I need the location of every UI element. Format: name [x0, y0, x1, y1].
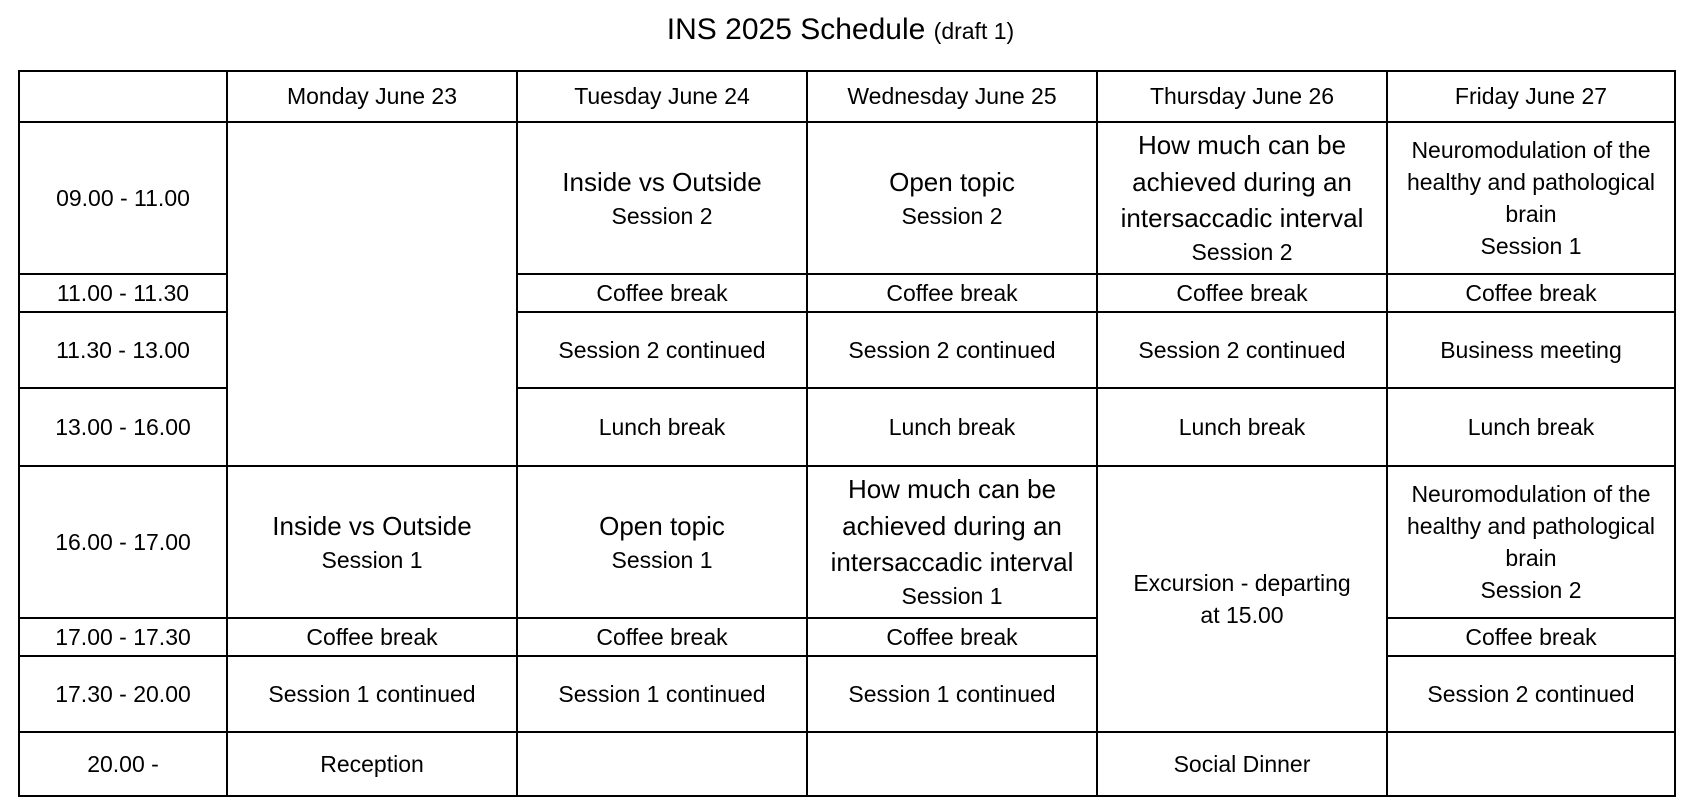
thursday-social-dinner: Social Dinner	[1097, 732, 1387, 796]
friday-evening-empty	[1387, 732, 1675, 796]
friday-1600-topic-1: Neuromodulation of the	[1411, 480, 1651, 507]
friday-1600-topic-2: healthy and pathological	[1406, 512, 1656, 539]
tuesday-session-1600	[517, 466, 807, 618]
friday-1600-session: Session 2	[1480, 577, 1582, 604]
monday-1600-topic: Inside vs Outside	[272, 510, 472, 541]
monday-session-1600	[227, 466, 517, 618]
tuesday-1600-topic: Open topic	[599, 510, 725, 541]
wednesday-coffee-1700: Coffee break	[807, 618, 1097, 656]
wednesday-0900-topic: Open topic	[889, 166, 1015, 197]
friday-0900-topic-1: Neuromodulation of the	[1411, 136, 1651, 163]
wednesday-1600-topic-1: How much can be	[847, 474, 1057, 505]
monday-morning-empty	[227, 122, 517, 466]
thursday-lunch: Lunch break	[1097, 388, 1387, 466]
wednesday-1600-topic-3: intersaccadic interval	[830, 547, 1074, 578]
time-1730-2000: 17.30 - 20.00	[19, 656, 227, 732]
title-sub: (draft 1)	[933, 18, 1015, 44]
tuesday-session1-continued: Session 1 continued	[517, 656, 807, 732]
wednesday-session-1600	[807, 466, 1097, 618]
tuesday-0900-topic: Inside vs Outside	[562, 166, 762, 197]
time-1700-1730: 17.00 - 17.30	[19, 618, 227, 656]
thursday-0900-topic-3: intersaccadic interval	[1120, 203, 1364, 234]
tuesday-evening-empty	[517, 732, 807, 796]
day-header-friday: Friday June 27	[1387, 71, 1675, 122]
monday-1600-session: Session 1	[321, 547, 423, 574]
day-header-wednesday: Wednesday June 25	[807, 71, 1097, 122]
friday-coffee-1100: Coffee break	[1387, 274, 1675, 312]
day-header-thursday: Thursday June 26	[1097, 71, 1387, 122]
tuesday-0900-session: Session 2	[611, 203, 713, 230]
wednesday-1600-session: Session 1	[901, 583, 1003, 610]
row-2000	[19, 732, 1675, 796]
wednesday-1600-topic-2: achieved during an	[842, 510, 1062, 541]
time-2000: 20.00 -	[19, 732, 227, 796]
friday-0900-topic-2: healthy and pathological	[1406, 168, 1656, 195]
wednesday-coffee-1100: Coffee break	[807, 274, 1097, 312]
row-1730	[19, 656, 1675, 732]
thursday-coffee-1100: Coffee break	[1097, 274, 1387, 312]
title-main: INS 2025 Schedule	[666, 13, 926, 46]
day-header-tuesday: Tuesday June 24	[517, 71, 807, 122]
tuesday-session2-continued: Session 2 continued	[517, 312, 807, 388]
wednesday-session2-continued: Session 2 continued	[807, 312, 1097, 388]
friday-0900-session: Session 1	[1480, 233, 1582, 260]
time-1100-1130: 11.00 - 11.30	[19, 274, 227, 312]
friday-1600-topic-3: brain	[1505, 545, 1557, 571]
thursday-0900-topic-2: achieved during an	[1132, 166, 1352, 197]
row-1600	[19, 466, 1675, 618]
schedule-table	[18, 70, 1676, 797]
row-1700	[19, 618, 1675, 656]
time-0900-1100: 09.00 - 11.00	[19, 122, 227, 274]
corner-cell	[19, 71, 227, 122]
tuesday-coffee-1100: Coffee break	[517, 274, 807, 312]
wednesday-evening-empty	[807, 732, 1097, 796]
tuesday-1600-session: Session 1	[611, 547, 713, 574]
tuesday-coffee-1700: Coffee break	[517, 618, 807, 656]
friday-lunch: Lunch break	[1387, 388, 1675, 466]
monday-coffee-1700: Coffee break	[227, 618, 517, 656]
time-1300-1600: 13.00 - 16.00	[19, 388, 227, 466]
thursday-session2-continued: Session 2 continued	[1097, 312, 1387, 388]
header-row	[19, 71, 1675, 122]
wednesday-session1-continued: Session 1 continued	[807, 656, 1097, 732]
page-title	[0, 10, 1681, 51]
thursday-excursion-line-1: Excursion - departing	[1133, 569, 1351, 596]
wednesday-session-0900	[807, 122, 1097, 274]
row-0900	[19, 122, 1675, 274]
friday-0900-topic-3: brain	[1505, 201, 1557, 227]
day-header-monday: Monday June 23	[227, 71, 517, 122]
time-1130-1300: 11.30 - 13.00	[19, 312, 227, 388]
tuesday-lunch: Lunch break	[517, 388, 807, 466]
thursday-excursion	[1097, 466, 1387, 732]
time-1600-1700: 16.00 - 17.00	[19, 466, 227, 618]
monday-session1-continued: Session 1 continued	[227, 656, 517, 732]
friday-session2-continued: Session 2 continued	[1387, 656, 1675, 732]
friday-session-1600	[1387, 466, 1675, 618]
tuesday-session-0900	[517, 122, 807, 274]
friday-business-meeting: Business meeting	[1387, 312, 1675, 388]
thursday-0900-session: Session 2	[1191, 239, 1293, 266]
wednesday-lunch: Lunch break	[807, 388, 1097, 466]
thursday-session-0900	[1097, 122, 1387, 274]
wednesday-0900-session: Session 2	[901, 203, 1003, 230]
monday-reception: Reception	[227, 732, 517, 796]
thursday-0900-topic-1: How much can be	[1137, 130, 1347, 161]
friday-coffee-1700: Coffee break	[1387, 618, 1675, 656]
friday-session-0900	[1387, 122, 1675, 274]
thursday-excursion-line-2: at 15.00	[1200, 602, 1284, 628]
